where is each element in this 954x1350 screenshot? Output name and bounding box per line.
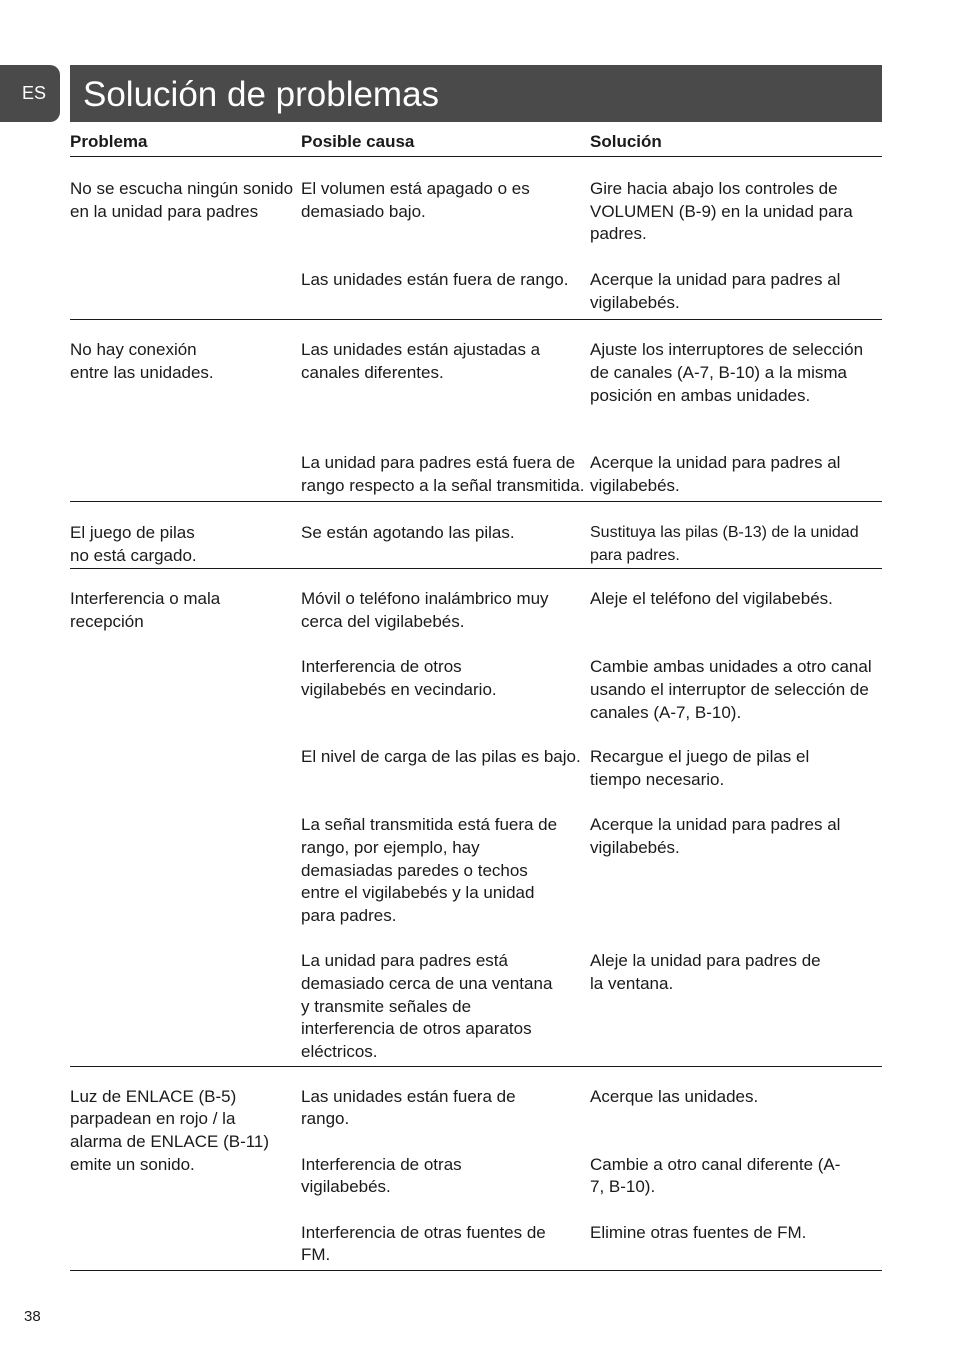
table-row [301, 656, 882, 746]
header-problem: Problema [70, 132, 148, 151]
cause-text: Interferencia de otras vigilabebés. [301, 1154, 462, 1197]
problem-text: Luz de ENLACE (B-5) parpadean en rojo / la alarma de ENLACE (B-11) emite un sonido. [70, 1086, 270, 1174]
solution-text: Gire hacia abajo los controles de VOLUMEN (B-9) en la unidad para padres. [590, 179, 853, 244]
header-cause: Posible causa [301, 132, 415, 151]
table-header [70, 130, 882, 157]
solution-text: Cambie a otro canal diferente (A-7, B-10). [590, 1154, 841, 1197]
problem-text: No hay conexión entre las unidades. [70, 340, 214, 383]
cause-text: La unidad para padres está fuera de rango respecto a la señal transmitida. [301, 453, 585, 496]
table-row [301, 1222, 882, 1267]
cause-text: El nivel de carga de las pilas es bajo. [301, 747, 581, 767]
language-tab: ES [0, 65, 60, 122]
solution-text: Acerque las unidades. [590, 1086, 759, 1106]
table-row [301, 269, 882, 314]
solution-text: Aleje el teléfono del vigilabebés. [590, 589, 833, 609]
problem-group [70, 502, 882, 569]
table-row [301, 452, 882, 497]
problem-group [70, 157, 882, 320]
header-solution: Solución [590, 132, 662, 151]
table-row [301, 1154, 882, 1222]
solution-text: Acerque la unidad para padres al vigilabebés. [590, 453, 841, 496]
solution-text: Ajuste los interruptores de selección de canales (A-7, B-10) a la misma posición en ambas unidades. [590, 340, 864, 405]
table-row [301, 588, 882, 656]
solution-text: Acerque la unidad para padres al vigilabebés. [590, 270, 841, 312]
troubleshooting-table [70, 130, 882, 1271]
solution-text: Aleje la unidad para padres de la ventana. [590, 951, 821, 993]
page-title: Solución de problemas [83, 75, 440, 114]
problem-group [70, 320, 882, 501]
table-row [301, 746, 882, 814]
page-number: 38 [24, 1308, 41, 1325]
cause-text: Interferencia de otras fuentes de FM. [301, 1222, 546, 1265]
solution-text: Elimine otras fuentes de FM. [590, 1222, 807, 1242]
cause-text: Las unidades están fuera de rango. [301, 1086, 516, 1129]
table-row [301, 1086, 882, 1154]
cause-text: La unidad para padres está demasiado cerca de una ventana y transmite señales de interferencia de otros aparatos eléctricos. [301, 951, 553, 1062]
cause-text: El volumen está apagado o es demasiado bajo. [301, 179, 530, 221]
problem-text: No se escucha ningún sonido en la unidad para padres [70, 179, 294, 221]
table-row [301, 178, 882, 269]
table-row [301, 814, 882, 950]
cause-text: Interferencia de otros vigilabebés en vecindario. [301, 657, 497, 699]
cause-text: La señal transmitida está fuera de rango, por ejemplo, hay demasiadas paredes o techos entre el vigilabebés y la unidad para padres. [301, 815, 558, 926]
title-bar [70, 65, 882, 122]
problem-text: Interferencia o mala recepción [70, 589, 221, 631]
cause-text: Las unidades están ajustadas a canales diferentes. [301, 340, 541, 383]
cause-text: Móvil o teléfono inalámbrico muy cerca del vigilabebés. [301, 589, 549, 631]
table-row [301, 522, 882, 567]
solution-text: Acerque la unidad para padres al vigilabebés. [590, 815, 841, 857]
solution-text: Recargue el juego de pilas el tiempo necesario. [590, 747, 810, 789]
solution-text: Cambie ambas unidades a otro canal usando el interruptor de selección de canales (A-7, B-10). [590, 657, 872, 722]
problem-text: El juego de pilas no está cargado. [70, 522, 197, 565]
cause-text: Las unidades están fuera de rango. [301, 270, 569, 289]
problem-group [70, 1067, 882, 1271]
table-row [301, 950, 882, 1064]
problem-group [70, 569, 882, 1067]
table-row [301, 339, 882, 452]
solution-text: Sustituya las pilas (B-13) de la unidad para padres. [590, 523, 859, 564]
cause-text: Se están agotando las pilas. [301, 522, 515, 542]
